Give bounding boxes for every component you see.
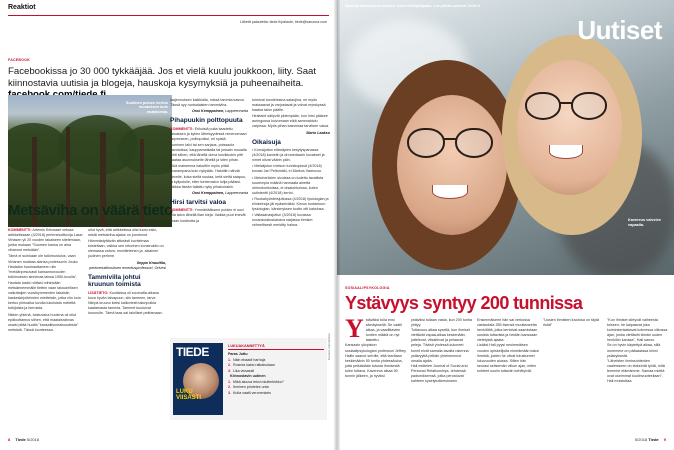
comment-kicker: KOMMENTTI: [8,228,32,232]
glasses-lens [571,92,607,120]
paragraph: stäväksi tulla ensi silmäyksellä. Se vaatii aikaa, ja vaadittavien tuntien määrä on nyt laskettu. Kansasin yliopiston sosiaalipsykologian professori Jeffrey Hallin saanut selville, että tarvitaan keskimäärin 50 tuntia yhdessäoloa, jotta pelkästään tutusta ihmisestä tulee tuttava. Kavereus alkaa 90 tunnin jälkeen, ja hyviksi [345,318,407,379]
paragraph: Niiden yhtenä, toistuvana huolena oli ollut epäluottamus siihen, että maalaisrahvas osaisi pitää huolta "kansallisomaisuudesta" metsistä. Tässä luonteessa. [8,312,79,332]
subheading: Hirsi tarvitsi valoa [170,198,226,206]
paragraph: Artemis Kelosaari vetoaa artikkelissaan (4/2018) perinnesoittuvija Lassi Virtasen yli 20 vuoden takaiseen sitelemaan, jonka mukaan "Suomen kansa on aina vihannut metsiään". [8,228,83,253]
text-column-3 [170,98,248,225]
photo-credit: Kuvitus: Istockphoto [327,333,331,360]
friends-photo [337,0,674,275]
info-kicker: LISÄTIETO: [88,290,109,295]
text-column-1 [345,314,407,379]
article-headline: Metsäviha on väärä tieto [8,202,173,219]
correction: • Meluherkkien sivuissa on todettu tavallista suurempia määriä harmaata ainetta ohimokohkoissa, ei otsalohkoissa, kuten uutistentti (4/2018) kertoi. [252,175,324,195]
page-footer [635,437,666,442]
photo-caption: Kavereus valvelee vapaalla. [628,218,661,227]
glasses-lens [407,128,445,158]
header-rule [8,15,329,16]
paragraph: Kuolisissa oli suurvalta-aikana kova hyvän laivapuun, siis tammen, tarve. Niinpä kruunu kielsi kalkoriesti talonpoikia kaatamasta tammia. Tammet kuuluivat kruunulle. Tämä taas sai talolliset peittamaan. [88,290,163,315]
most-read-list [228,344,324,396]
paragraph: Hautala tuskin viittasi mihinkään metsäenemmälle tiettrin vaan taloudellisen vaikuttajien vuosikymmenten takaisiin kaskeskirjoitelmien mietteisiin, jotka niin kuin kertoo piirtoaika luvulla lukuisista mieleitä tutkijoista ja hieroista. [8,280,81,311]
signature-title: perinnetutkimuksen emeritusprofessori, Orivesi [89,265,166,270]
text-column-1 [8,228,84,334]
signature: Seppo Knuuttila, [136,260,166,265]
list-item: 2. Ihminen pöntelee unta [228,385,269,389]
tree-canopy [118,125,172,175]
paragraph: toimivat tuonteissina salaojina, ne myös maksaavat ja varjostavat ja voivat myrskyssä kaatua talon päälle. [252,98,326,113]
correction: • Ruokahyönteisjuttussa (4/2018) fysiologian ja elinkeinoja jäi epäselväksi. Kirvun tuotantoon fysiologian, kärsimyksen tuotto otti kaksinsa. [252,196,329,212]
paragraph: Hämmästyttävän sitkeästi kuvitelmaa toistellaan, vaikka sen retorinen konstruktio on olemassa vahva, monitieteinen ja -sikainen juulinen perinne. [88,239,164,259]
page-spine [334,0,340,450]
smile [549,145,583,159]
signature: Mario Laakso [306,130,330,135]
correction: • Korvajuttun elämäpien kesytyspanassa (4/2018) kamelin ja dromedaarin kuvakset ja nimet olivat väärin päin. [252,148,325,163]
right-page [337,0,674,450]
comment-kicker: KOMMENTTI: [170,208,194,213]
paragraph: Eikä maiseema hakuttiin myös pitää avarampana kuin nykyään. Haluttiin nähdä järvelle, kuka sieltä soutaa, ketä sieltä saapuu, ja kylipolulle, etter tuntematon tulija pääsisi. Vaikka itseän tallattu nyky pihakoirakin. [170,164,247,189]
paragraph: Tämä ei suinkaan ole tutkimustulos, vaan Virtanen muistaa alansa professorin Jouko Hautalan huomauttaneen niin "meidänpesuvasti kansanrunouden tutkimuksen sinnimaa laissa 1950-luvulla". [8,254,78,279]
list-item: 3. Kulta vaatii veronenkeis [228,390,271,395]
signature: Ossi Kemppainen, Lappeenranta [192,109,248,114]
glasses-lens [525,92,561,120]
page-number: 9 [663,437,666,442]
face [397,95,507,235]
facebook-promo-text: Facebookissa jo 30 000 tykkääjää. Jos et vielä kuulu joukkoon, liity. Saat kiinnostavia uutisia ja blogeja, hauskoja kysymyksiä ja puheenaiheita. [8,66,317,89]
text-column-2: ystäviksi tullaan vasta, kun 200 tuntia yhtiyy. Tuttavuus alkaa sysellä, kun ihmiset viettävät vapaa-aikaa keskenään, juttelevat, vitsailevat ja pelaavat peleja. Tiiviisti yhdessä kuluneet tunnit eivät samalla tavalla rakenna ystävyyttä pelkän yhteisennnot omalla ajalla. Hall esittelee Journal of Social and Personal Relationships -lehdessä padsmiksemsä, jotka perustuvat kahteen kyselytutkimukseen. [411,318,472,384]
comment-kicker: KOMMENTTI: [170,126,194,131]
article-headline: Ystävyys syntyy 200 tunnissa [345,293,583,313]
glasses-lens [455,128,493,158]
correction: • Metsäjutun metson tunnikopissä (4/2018) kuvasi Jari Peltomäki, ei Markus Varesvuo. [252,164,323,174]
magazine-cover [173,343,223,415]
photo-note: Äänestä kiinnostavin uutinen: tiede.fi/lukijakilpailu. Lue päivän uutinen: tiede.fi [345,4,480,8]
signature: Ossi Kemppainen, Lappeenranta [192,190,248,195]
list-item: 2. Rosmia kaksi ratkaisulaan [228,363,275,367]
pull-quote: "Uusien ihmisten luvuissa on täytä ristiä" [543,318,600,328]
section-title: Uutiset [577,15,662,45]
text-column-4: "Kun ihmiset siirtyvät vaiheesta toiseen, he kaipaavat joka kolminkertaistavat kolmessa viikossa ajan, jonka viettävät tämän uuden henkilön kanssa", Hall sanoo. Se on hyvin käytettyä aikaa, sillä onnemme on pääasiassa kiinni ystävyksistä. "Läheisten ihmissuhteiden vaalimiseen on tärkeintä työtä, mitä teemme elämämme. Samaa miettä ovat useimmat kuolinvuoteellaan", Hall muistuttaa. [607,318,668,384]
drop-cap: Y [345,314,364,343]
footer-brand: Tiede [648,437,659,442]
most-read-box [170,338,327,420]
section-title: Reaktiot [8,4,36,11]
paragraph: Ymmärtääkseni puiden ei sovi olla talon lähellä liian kieja. Vaikka puut imevät maan kosteutta ja [170,208,246,223]
page-footer [8,437,39,442]
article-kicker: SOSIAALIPSYKOLOGIA [345,286,390,290]
footer-brand: Tiede [15,437,26,442]
paragraph: Erikoisiä puita kaadettu taloaksen ja kylien läheisyydessä nimenomaan tarpeeseen, polttopuiksi, eri syistä. [170,126,247,141]
feedback-note: Lähetä palautetta: tiede.fi/palaute, tiede@sanoma.com [239,20,327,24]
list-item: 3. Lika vissassti [228,368,255,373]
page-number: 8 [8,437,11,442]
footer-issue: 5/2018 [634,437,648,442]
paragraph: laajennuksen kaikkialla, missä tammia kasvoi. Tässä syy ruotsalaisten tammiviha. [170,98,246,108]
face [517,60,622,195]
subheading: Pihapuukin polttopuuta [170,117,243,125]
glasses-bridge [559,102,573,104]
most-read-title: LUKUAKANNETTYÄ [228,344,324,350]
cover-headline: LUKU VIISASTI [176,389,202,402]
correction: • Valtasanasjuttun (3/2018) kuvassa ruoansulatuskanava sarjassa ihmiset virheellisesti merkitty haima. [252,213,313,228]
text-column-2 [88,228,166,317]
list-item: 1. Mikä aiuuva teksi miulterkirkko? [228,379,284,384]
subheading: Oikaisuja [252,138,281,146]
smile [432,185,468,199]
list-item: Kiinnostavin uutinen [230,374,266,378]
glasses-bridge [443,138,457,140]
forest-caption: Suolinen puinen kertoo muutoksen kuin rautaisesta. [125,101,168,114]
subheading: Tammivilla johtui kruunun toimista [88,273,141,289]
paragraph: Luminen talvi tai sen sarjaus, poissaolo savotoissa, kauppamatkalla tai jossain muualla johti siihen, että lähellä oleva koivikkokin pitti kaataa asunnukselle lähellä ja siten pihan. [170,142,247,163]
text-column-3: Ensimmäiseen hän sai verkossa vastauksia 355 itsensä muuttaneelta henkilöitä, jotka kertoivat saamistaan uusista tuttavista ja heidän kanssaan vietetystä ajasta. Lisäksi Hall pyysi ensimmäisen vuoden opiskelijoita nimeämään kaksi ihmistä, joiden he olivat tutustuneet lukuvuoden alussa. Sitten hän seurasi seitsemän viikon ajan, miten suhteet uusiin tuttaviin kehittyivät. [477,318,539,373]
paragraph: ollut hyvä, että artikkelissa olisi tuotu esiin, mistä metsäviha-ajatus on juontunut. [88,228,158,238]
text-column-4 [252,98,330,229]
footer-issue: 5/2018 [26,437,40,442]
magazine-logo: TIEDE [176,345,209,359]
facebook-kicker: FACEBOOK [8,58,30,62]
most-read-subtitle: Paras Juttu [228,352,248,356]
list-item: 1. Näin ebaadt harhoja [228,357,266,362]
paragraph: Hirsitalot säilyvät pidempään, kun hirsi pääsee auringossa kuivumaan eikä sammaloidu varjossa. Myös pihan kasvimaa tarvitsee valoa. [252,114,330,129]
